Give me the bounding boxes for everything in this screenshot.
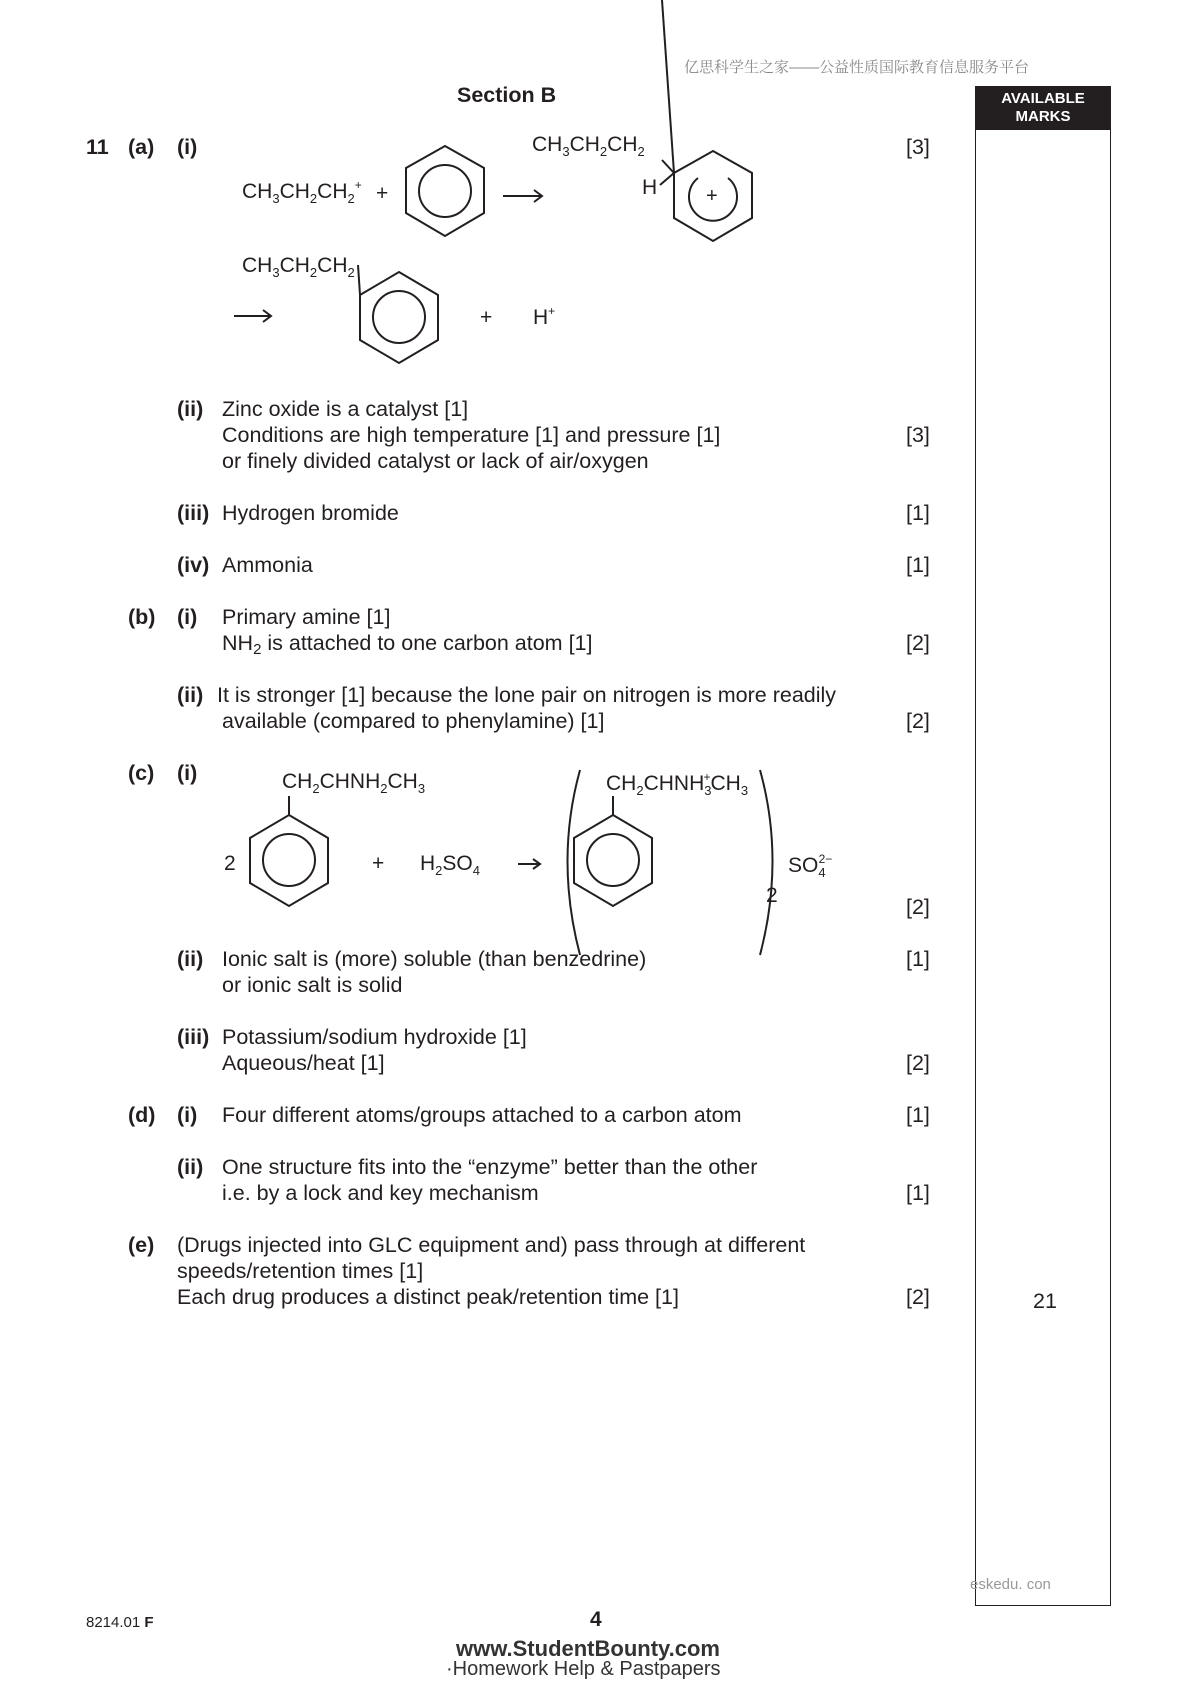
part-c-i-marks: [2]	[906, 895, 930, 919]
part-b-ii-line1: It is stronger [1] because the lone pair on nitrogen is more readily	[217, 683, 837, 707]
part-a-i-label: (i)	[177, 135, 198, 159]
part-c-label: (c)	[128, 761, 155, 785]
benzene-ring-icon	[574, 815, 652, 906]
part-e-marks: [2]	[906, 1285, 930, 1309]
marks-heading-line2: MARKS	[1015, 108, 1071, 125]
paper-code	[86, 1614, 154, 1631]
paper-code-text: 8214.01	[86, 1614, 145, 1631]
part-a-iv-label: (iv)	[177, 553, 210, 577]
part-b-ii-label: (ii)	[177, 683, 204, 707]
paper-code-bold: F	[144, 1614, 154, 1631]
part-e-line1: (Drugs injected into GLC equipment and) pass through at different	[177, 1233, 806, 1257]
part-a-ii-label: (ii)	[177, 397, 204, 421]
part-b-ii-marks: [2]	[906, 709, 930, 733]
plus-sign-3: +	[372, 852, 385, 875]
part-d-ii-line2: i.e. by a lock and key mechanism	[222, 1181, 539, 1205]
part-d-i-label: (i)	[177, 1103, 198, 1127]
part-b-label: (b)	[128, 605, 156, 629]
part-a-ii-line2: Conditions are high temperature [1] and pressure [1]	[222, 423, 721, 447]
part-a-iv-marks: [1]	[906, 553, 930, 577]
benzene-ring-icon	[406, 146, 484, 236]
footer-tagline: ·Homework Help & Pastpapers	[446, 1658, 721, 1680]
part-b-i-line2	[222, 630, 592, 663]
plus-sign-2: +	[480, 306, 493, 329]
part-d-ii-marks: [1]	[906, 1181, 930, 1205]
part-d-label: (d)	[128, 1103, 156, 1127]
nh-subscript: 2	[253, 641, 262, 658]
h-plus: H+	[533, 304, 556, 329]
part-c-iii-line1: Potassium/sodium hydroxide [1]	[222, 1025, 527, 1049]
marks-total: 21	[1033, 1289, 1057, 1313]
part-e-line3: Each drug produces a distinct peak/retention time [1]	[177, 1285, 679, 1309]
section-title: Section B	[457, 83, 557, 107]
sulfuric-acid: $H_2SO_4$	[420, 852, 480, 878]
svg-text:+: +	[706, 185, 718, 207]
part-c-ii-line1: Ionic salt is (more) soluble (than benzedrine)	[222, 947, 647, 971]
part-a-iii-text: Hydrogen bromide	[222, 501, 399, 525]
product-substituent: $CH_3CH_2CH_2$	[242, 254, 355, 280]
intermediate-h: H	[642, 176, 658, 199]
part-b-i-marks: [2]	[906, 631, 930, 655]
benzedrine-substituent: $CH_2CHNH_2CH_3$	[282, 770, 426, 796]
nh-rest: is attached to one carbon atom [1]	[261, 631, 593, 655]
part-c-ii-label: (ii)	[177, 947, 204, 971]
coefficient-2: 2	[224, 852, 236, 875]
part-a-iv-text: Ammonia	[222, 553, 313, 577]
part-c-ii-marks: [1]	[906, 947, 930, 971]
benzene-ring-icon	[250, 815, 328, 906]
part-a-ii-marks: [3]	[906, 423, 930, 447]
nh-text: NH	[222, 631, 254, 655]
part-c-ii-line2: or ionic salt is solid	[222, 973, 403, 997]
footer-site: www.StudentBounty.com	[456, 1636, 720, 1661]
part-c-iii-marks: [2]	[906, 1051, 930, 1075]
part-a-iii-marks: [1]	[906, 501, 930, 525]
part-e-line2: speeds/retention times [1]	[177, 1259, 424, 1283]
part-c-i-label: (i)	[177, 761, 198, 785]
question-number: 11	[86, 135, 109, 159]
part-a-ii-line1: Zinc oxide is a catalyst [1]	[222, 397, 469, 421]
part-b-i-label: (i)	[177, 605, 198, 629]
part-a-i-marks: [3]	[906, 135, 930, 159]
part-e-label: (e)	[128, 1233, 155, 1257]
part-a-label: (a)	[128, 135, 155, 159]
intermediate-substituent: $CH_3CH_2CH_2$	[532, 133, 645, 159]
part-c-iii-line2: Aqueous/heat [1]	[222, 1051, 385, 1075]
part-c-iii-label: (iii)	[177, 1025, 210, 1049]
header-banner: 亿思科学生之家——公益性质国际教育信息服务平台	[684, 59, 1030, 76]
part-d-ii-line1: One structure fits into the “enzyme” better than the other	[222, 1155, 758, 1179]
subscript-2: 2	[766, 884, 778, 907]
ammonium-substituent: $CH_2CHNH_3^+CH_3$	[606, 770, 749, 798]
part-b-ii-line2: available (compared to phenylamine) [1]	[222, 709, 605, 733]
reactant-propyl-cation: $CH_3CH_2CH_2^+$	[242, 178, 362, 206]
part-d-i-marks: [1]	[906, 1103, 930, 1127]
part-a-iii-label: (iii)	[177, 501, 210, 525]
part-b-i-line1: Primary amine [1]	[222, 605, 391, 629]
part-d-i-text: Four different atoms/groups attached to a carbon atom	[222, 1103, 742, 1127]
part-d-ii-label: (ii)	[177, 1155, 204, 1179]
plus-sign: +	[376, 182, 389, 205]
page-number: 4	[590, 1608, 602, 1631]
benzene-ring-icon	[360, 272, 438, 363]
part-a-ii-line3: or finely divided catalyst or lack of air/oxygen	[222, 449, 649, 473]
watermark: eskedu. con	[970, 1576, 1051, 1593]
sulfate-ion: $SO_4^{2-}$	[788, 852, 833, 880]
marks-heading-line1: AVAILABLE	[1001, 90, 1085, 107]
